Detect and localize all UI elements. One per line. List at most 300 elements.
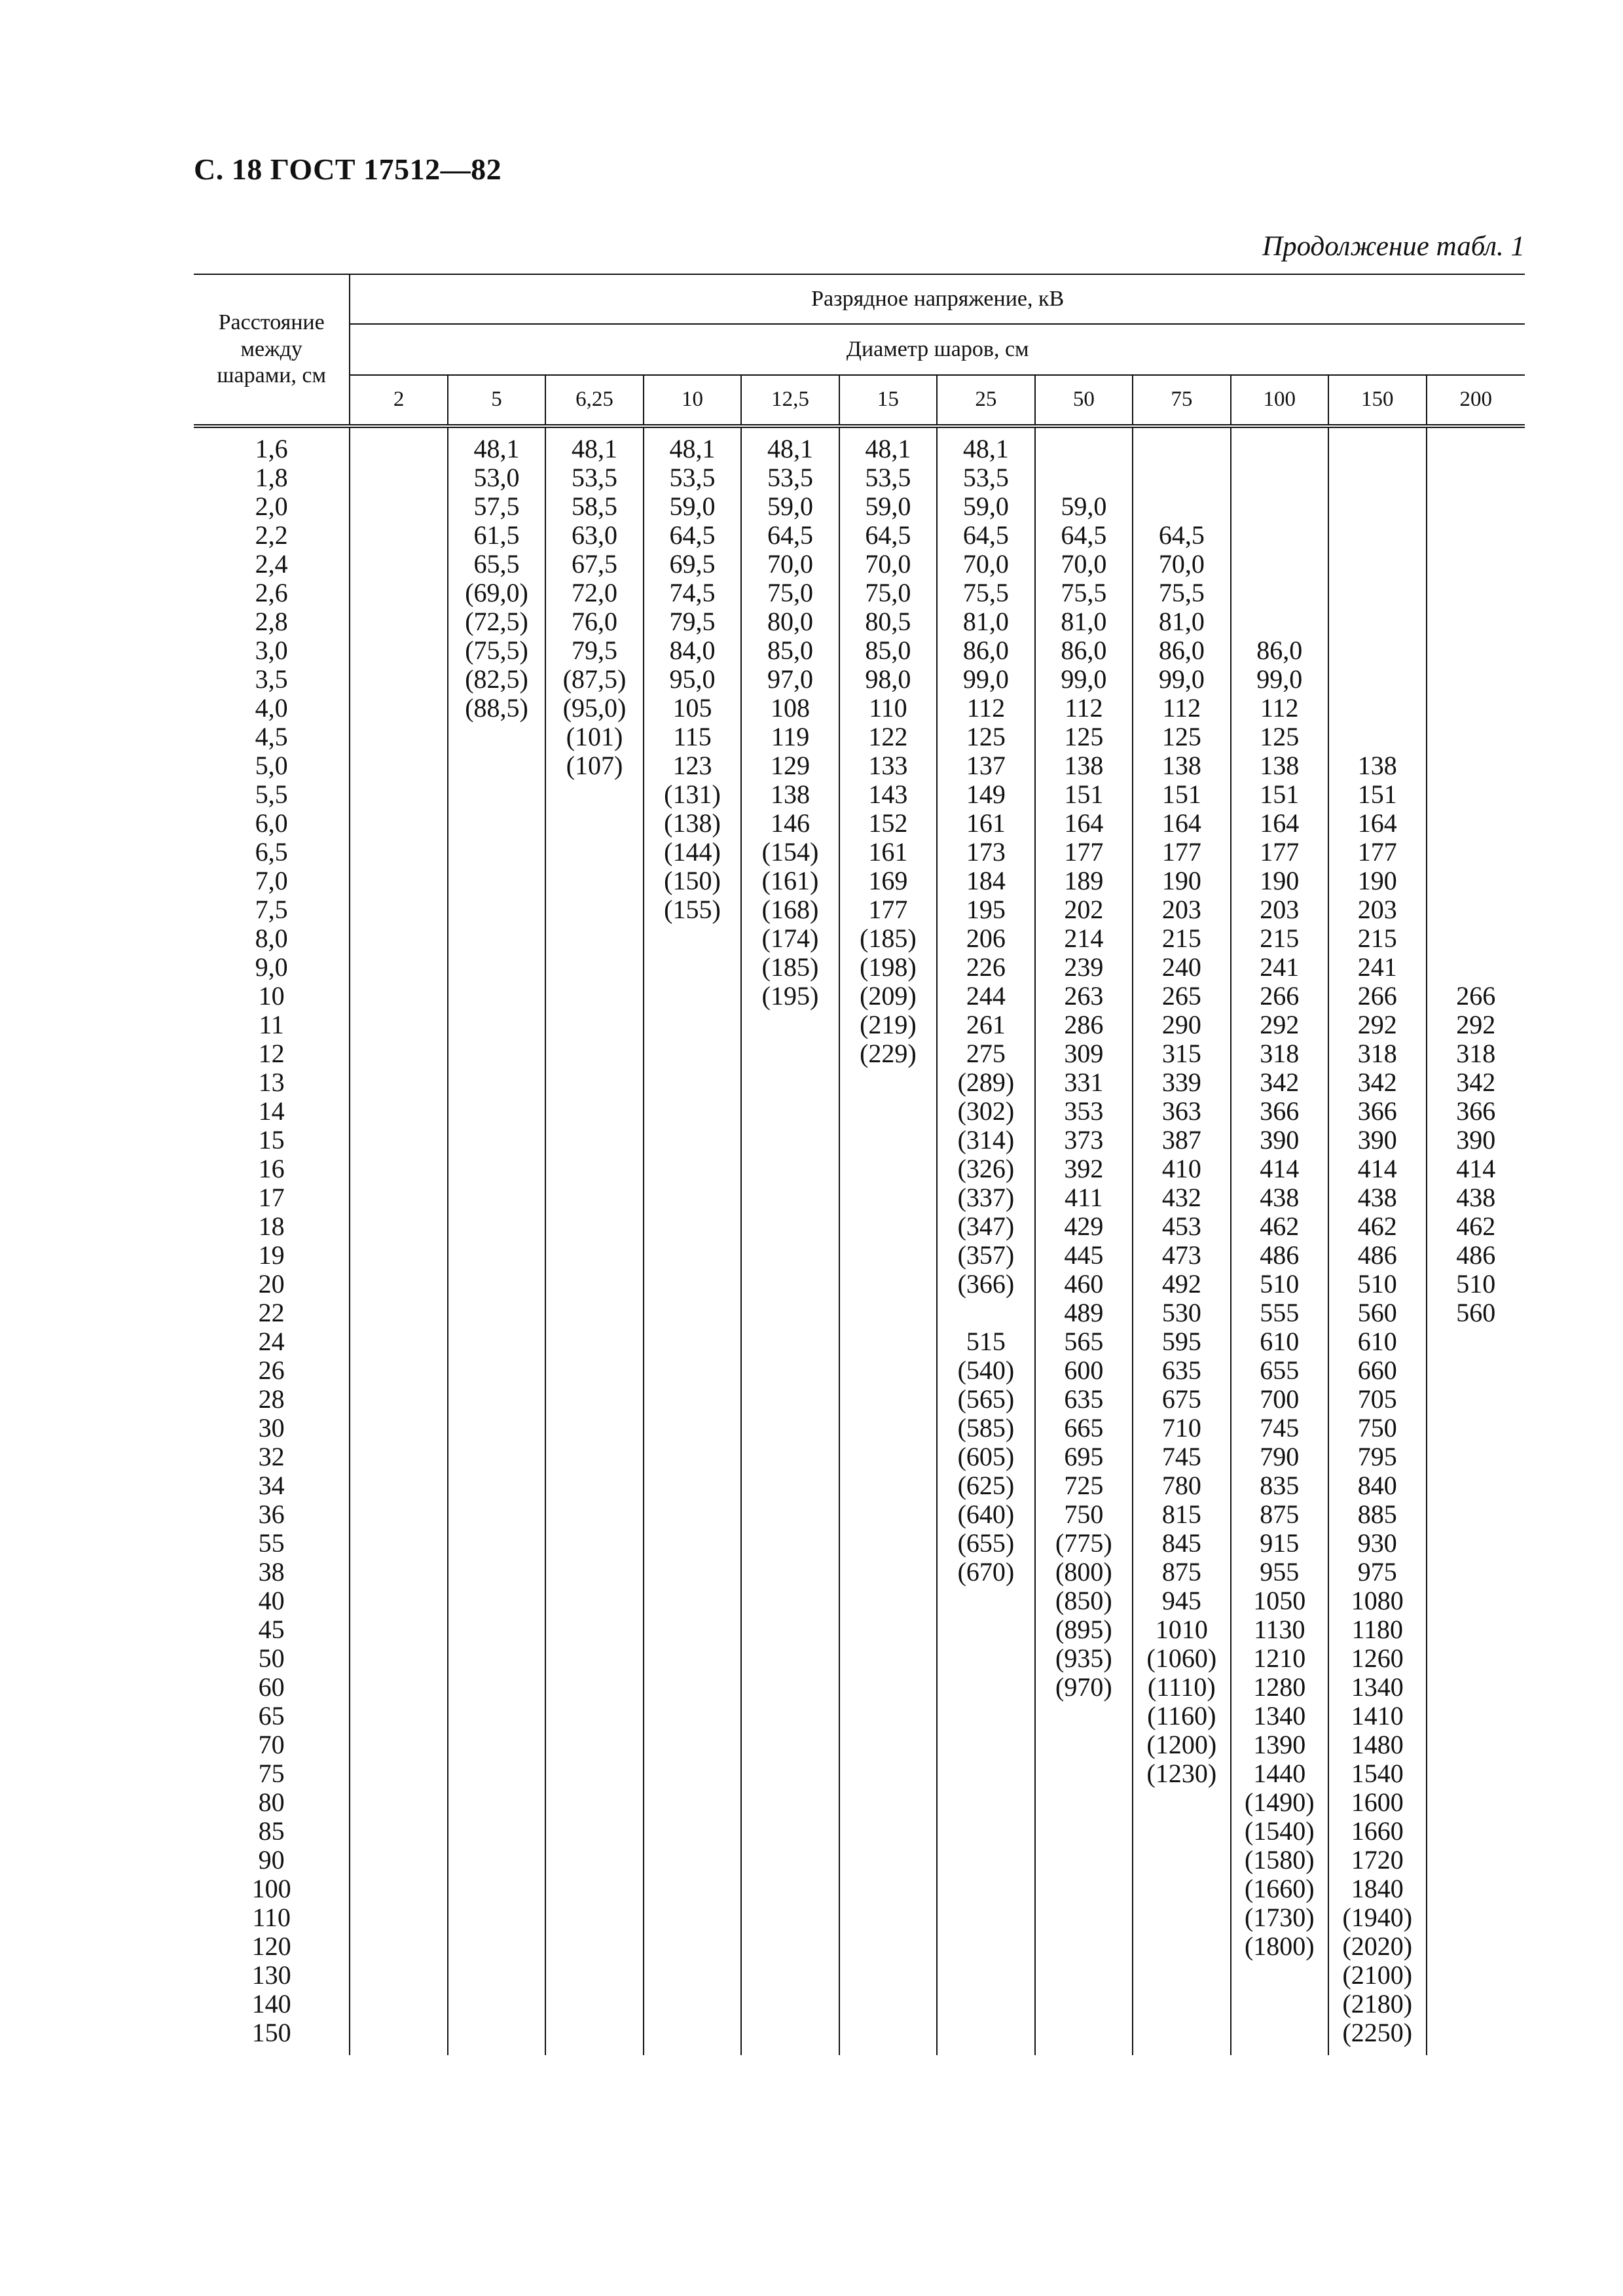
distance-value: 55 [258, 1528, 285, 1558]
voltage-value [840, 1673, 936, 1702]
column-header: 200 [1427, 375, 1525, 426]
distance-value: 75 [258, 1759, 285, 1788]
voltage-value: 560 [1456, 1298, 1496, 1327]
voltage-value: 1260 [1351, 1643, 1404, 1673]
voltage-value [448, 1241, 545, 1270]
voltage-value [840, 1241, 936, 1270]
voltage-value [644, 1874, 740, 1903]
voltage-value: 177 [1161, 837, 1201, 867]
voltage-value [840, 1385, 936, 1414]
distance-value: 120 [251, 1931, 291, 1961]
voltage-value: 414 [1456, 1154, 1496, 1183]
distance-value: 19 [258, 1240, 285, 1270]
voltage-value: 173 [966, 837, 1006, 867]
voltage-value: 138 [1357, 751, 1397, 780]
voltage-value: 137 [966, 751, 1006, 780]
voltage-value [1231, 1961, 1328, 1990]
voltage-value [742, 2018, 838, 2047]
voltage-value: 695 [1064, 1442, 1104, 1471]
column-header: 15 [839, 375, 937, 426]
voltage-value: 99,0 [1061, 664, 1107, 694]
voltage-value [448, 1414, 545, 1443]
voltage-value [742, 1097, 838, 1126]
voltage-value: (625) [957, 1471, 1015, 1500]
column-header: 100 [1231, 375, 1328, 426]
voltage-value [644, 953, 740, 982]
voltage-value [448, 1500, 545, 1529]
voltage-value [840, 1817, 936, 1846]
voltage-value: 64,5 [767, 520, 813, 550]
voltage-value [1133, 1788, 1230, 1817]
voltage-value [350, 1443, 447, 1471]
voltage-value [742, 1039, 838, 1068]
voltage-value: 75,5 [1061, 578, 1107, 607]
voltage-value: (2250) [1342, 2018, 1413, 2047]
distance-value: 22 [258, 1298, 285, 1327]
voltage-value: 486 [1456, 1240, 1496, 1270]
cell-d-2 [350, 426, 447, 2055]
voltage-value [546, 895, 642, 924]
voltage-value [1427, 1817, 1525, 1846]
voltage-value [350, 1587, 447, 1615]
voltage-value: 745 [1161, 1442, 1201, 1471]
voltage-value [1329, 579, 1425, 607]
voltage-value: 392 [1064, 1154, 1104, 1183]
voltage-value [546, 1241, 642, 1270]
distance-value: 18 [258, 1211, 285, 1241]
voltage-value: 342 [1260, 1067, 1300, 1097]
voltage-value [1427, 607, 1525, 636]
voltage-value [448, 1299, 545, 1327]
voltage-value [840, 1558, 936, 1587]
voltage-value [644, 982, 740, 1011]
voltage-value: 815 [1161, 1499, 1201, 1529]
voltage-value [840, 1356, 936, 1385]
voltage-value: 86,0 [962, 636, 1009, 665]
voltage-value [546, 780, 642, 809]
voltage-value: 99,0 [1158, 664, 1205, 694]
voltage-value: 411 [1065, 1183, 1103, 1212]
voltage-value: 930 [1357, 1528, 1397, 1558]
voltage-value [644, 1183, 740, 1212]
voltage-value: 261 [966, 1010, 1006, 1039]
voltage-value: (87,5) [562, 664, 627, 694]
voltage-value: (174) [761, 924, 819, 953]
voltage-value [448, 1443, 545, 1471]
cell-d-15 [839, 426, 937, 2055]
voltage-value [546, 1702, 642, 1731]
voltage-value: 462 [1357, 1211, 1397, 1241]
voltage-value: 105 [672, 693, 712, 723]
voltage-value: 119 [771, 722, 810, 751]
voltage-value [350, 636, 447, 665]
voltage-value [546, 1270, 642, 1299]
voltage-value [644, 1270, 740, 1299]
voltage-value: (540) [957, 1355, 1015, 1385]
voltage-value: 600 [1064, 1355, 1104, 1385]
voltage-value: 190 [1357, 866, 1397, 895]
voltage-value [1427, 1356, 1525, 1385]
distance-value: 7,5 [255, 895, 288, 924]
cell-d-75 [1133, 426, 1230, 2055]
voltage-value [840, 1212, 936, 1241]
voltage-value [350, 1155, 447, 1183]
voltage-value [840, 1759, 936, 1788]
row-header: Расстояние между шарами, см [194, 274, 350, 426]
distance-value: 16 [258, 1154, 285, 1183]
cell-d-12-5 [741, 426, 839, 2055]
voltage-value: 184 [966, 866, 1006, 895]
voltage-value [546, 1097, 642, 1126]
voltage-value [1427, 1731, 1525, 1759]
voltage-value: 53,5 [669, 463, 716, 492]
voltage-value: 610 [1357, 1327, 1397, 1356]
voltage-value: 64,5 [1061, 520, 1107, 550]
voltage-value [1427, 1385, 1525, 1414]
voltage-value [742, 1500, 838, 1529]
voltage-value: 53,5 [767, 463, 813, 492]
voltage-value [644, 1356, 740, 1385]
cell-d-150 [1328, 426, 1426, 2055]
voltage-value: (800) [1055, 1557, 1112, 1587]
voltage-value: 133 [868, 751, 908, 780]
voltage-value [840, 1903, 936, 1932]
voltage-value [1427, 1644, 1525, 1673]
voltage-value: 75,0 [865, 578, 911, 607]
voltage-value [350, 1500, 447, 1529]
voltage-value [1231, 607, 1328, 636]
voltage-value: 70,0 [1158, 549, 1205, 579]
voltage-value [742, 1212, 838, 1241]
voltage-value: 177 [1357, 837, 1397, 867]
voltage-value: 1600 [1351, 1787, 1404, 1817]
voltage-value: 266 [1357, 981, 1397, 1011]
voltage-value: 64,5 [1158, 520, 1205, 550]
distance-value: 10 [258, 981, 285, 1011]
distance-value: 38 [258, 1557, 285, 1587]
voltage-value: 65,5 [473, 549, 520, 579]
voltage-value [644, 1155, 740, 1183]
voltage-value: 85,0 [767, 636, 813, 665]
voltage-value: (1230) [1146, 1759, 1217, 1788]
voltage-value [1231, 463, 1328, 492]
voltage-value [1427, 579, 1525, 607]
voltage-value: 125 [1161, 722, 1201, 751]
voltage-value [350, 1126, 447, 1155]
voltage-value [350, 521, 447, 550]
voltage-value [546, 924, 642, 953]
voltage-value: 292 [1456, 1010, 1496, 1039]
voltage-value: 1660 [1351, 1816, 1404, 1846]
voltage-value [350, 607, 447, 636]
voltage-value [1231, 492, 1328, 521]
voltage-value: 86,0 [1061, 636, 1107, 665]
voltage-value: 75,0 [767, 578, 813, 607]
voltage-value [1427, 463, 1525, 492]
voltage-value [644, 1932, 740, 1961]
voltage-value: 226 [966, 952, 1006, 982]
voltage-value [1427, 1587, 1525, 1615]
page-header: С. 18 ГОСТ 17512—82 [194, 152, 502, 186]
voltage-value [1036, 1961, 1132, 1990]
distance-value: 8,0 [255, 924, 288, 953]
voltage-value: (69,0) [465, 578, 528, 607]
voltage-value: (347) [957, 1211, 1015, 1241]
voltage-value [840, 1874, 936, 1903]
voltage-value: 975 [1357, 1557, 1397, 1587]
voltage-value [1133, 1817, 1230, 1846]
voltage-value [448, 1817, 545, 1846]
voltage-value [350, 1385, 447, 1414]
distance-value: 15 [258, 1125, 285, 1155]
distance-value: 1,6 [255, 434, 288, 463]
voltage-value [350, 1673, 447, 1702]
voltage-value: (75,5) [465, 636, 528, 665]
voltage-value: (640) [957, 1499, 1015, 1529]
distance-value: 2,6 [255, 578, 288, 607]
distance-value: 4,0 [255, 693, 288, 723]
voltage-value [1036, 1788, 1132, 1817]
voltage-value: 750 [1357, 1413, 1397, 1443]
voltage-value [350, 1759, 447, 1788]
voltage-value [742, 1126, 838, 1155]
voltage-value: 655 [1260, 1355, 1300, 1385]
voltage-value [448, 1270, 545, 1299]
voltage-value: 780 [1161, 1471, 1201, 1500]
voltage-value: 169 [868, 866, 908, 895]
voltage-value: (1540) [1244, 1816, 1315, 1846]
distance-value: 13 [258, 1067, 285, 1097]
voltage-value: 138 [1161, 751, 1201, 780]
voltage-value: 57,5 [473, 492, 520, 521]
voltage-value: 945 [1161, 1586, 1201, 1615]
voltage-value: (155) [664, 895, 721, 924]
voltage-value [742, 1558, 838, 1587]
voltage-value [448, 1385, 545, 1414]
distance-value: 45 [258, 1615, 285, 1644]
voltage-value: 366 [1260, 1096, 1300, 1126]
voltage-value: 1480 [1351, 1730, 1404, 1759]
voltage-value [1329, 665, 1425, 694]
voltage-value [1427, 809, 1525, 838]
voltage-value: (366) [957, 1269, 1015, 1299]
voltage-value: 705 [1357, 1384, 1397, 1414]
voltage-value [546, 1788, 642, 1817]
voltage-value [546, 1990, 642, 2018]
voltage-value [350, 1270, 447, 1299]
voltage-value [448, 1212, 545, 1241]
voltage-value: 125 [1260, 722, 1300, 751]
voltage-value [350, 1356, 447, 1385]
voltage-value [938, 1788, 1034, 1817]
voltage-value [448, 1097, 545, 1126]
voltage-value [350, 924, 447, 953]
voltage-value: 190 [1161, 866, 1201, 895]
voltage-value: 275 [966, 1039, 1006, 1068]
voltage-value: 69,5 [669, 549, 716, 579]
voltage-value [546, 1385, 642, 1414]
voltage-value [742, 1731, 838, 1759]
voltage-value: 48,1 [865, 434, 911, 463]
voltage-value [448, 780, 545, 809]
voltage-value [644, 1385, 740, 1414]
voltage-value: 61,5 [473, 520, 520, 550]
voltage-value [350, 1039, 447, 1068]
voltage-value: 115 [673, 722, 712, 751]
voltage-value: 486 [1260, 1240, 1300, 1270]
voltage-value: 453 [1161, 1211, 1201, 1241]
voltage-value [546, 1443, 642, 1471]
voltage-value: 164 [1064, 808, 1104, 838]
voltage-value [742, 1673, 838, 1702]
voltage-value: 70,0 [865, 549, 911, 579]
voltage-value [1036, 435, 1132, 463]
voltage-value: (161) [761, 866, 819, 895]
voltage-value [546, 1903, 642, 1932]
voltage-value: 112 [1162, 693, 1201, 723]
voltage-value: 750 [1064, 1499, 1104, 1529]
voltage-value [448, 1068, 545, 1097]
voltage-value [350, 1846, 447, 1874]
voltage-value [840, 1183, 936, 1212]
voltage-value [1231, 579, 1328, 607]
voltage-value [742, 1529, 838, 1558]
voltage-value [938, 1702, 1034, 1731]
voltage-value [1427, 1471, 1525, 1500]
voltage-value [1036, 1702, 1132, 1731]
voltage-value: 151 [1357, 780, 1397, 809]
cell-d-6-25 [545, 426, 643, 2055]
voltage-value: 309 [1064, 1039, 1104, 1068]
voltage-value [1231, 521, 1328, 550]
voltage-value: 75,5 [962, 578, 1009, 607]
voltage-value [350, 492, 447, 521]
distance-value: 12 [258, 1039, 285, 1068]
distance-value: 100 [251, 1874, 291, 1903]
voltage-value [742, 1068, 838, 1097]
voltage-value [546, 1731, 642, 1759]
voltage-value: 675 [1161, 1384, 1201, 1414]
voltage-value: 53,5 [572, 463, 618, 492]
voltage-value: 414 [1357, 1154, 1397, 1183]
voltage-value: 595 [1161, 1327, 1201, 1356]
voltage-value: 266 [1260, 981, 1300, 1011]
voltage-value [350, 579, 447, 607]
voltage-value [546, 1068, 642, 1097]
voltage-value: 1540 [1351, 1759, 1404, 1788]
voltage-value: 342 [1357, 1067, 1397, 1097]
voltage-value: 700 [1260, 1384, 1300, 1414]
voltage-value [644, 1644, 740, 1673]
voltage-value [546, 809, 642, 838]
voltage-value [1427, 694, 1525, 723]
voltage-value: 955 [1260, 1557, 1300, 1587]
voltage-value [546, 867, 642, 895]
voltage-value [1427, 1615, 1525, 1644]
voltage-value: (131) [664, 780, 721, 809]
voltage-value: (2100) [1342, 1960, 1413, 1990]
voltage-value [1036, 1846, 1132, 1874]
voltage-value: 239 [1064, 952, 1104, 982]
voltage-value [742, 1903, 838, 1932]
voltage-value [1036, 1759, 1132, 1788]
voltage-value: 515 [966, 1327, 1006, 1356]
voltage-value [350, 809, 447, 838]
voltage-value [1427, 1673, 1525, 1702]
voltage-value [742, 1471, 838, 1500]
voltage-value: 129 [770, 751, 810, 780]
voltage-value [938, 1587, 1034, 1615]
voltage-value: 387 [1161, 1125, 1201, 1155]
voltage-value [1329, 435, 1425, 463]
voltage-value [546, 1414, 642, 1443]
distance-value: 2,0 [255, 492, 288, 521]
voltage-value: (88,5) [465, 693, 528, 723]
voltage-value [546, 1846, 642, 1874]
voltage-value: 206 [966, 924, 1006, 953]
voltage-value: (185) [860, 924, 917, 953]
voltage-value: 530 [1161, 1298, 1201, 1327]
voltage-value: 241 [1357, 952, 1397, 982]
voltage-value [448, 1788, 545, 1817]
voltage-value [350, 982, 447, 1011]
distance-value: 2,4 [255, 549, 288, 579]
voltage-value: 59,0 [962, 492, 1009, 521]
voltage-value [1036, 1932, 1132, 1961]
voltage-value: 123 [672, 751, 712, 780]
voltage-value: 795 [1357, 1442, 1397, 1471]
voltage-value: 1720 [1351, 1845, 1404, 1874]
voltage-value: 635 [1161, 1355, 1201, 1385]
distance-value: 28 [258, 1384, 285, 1414]
voltage-value: 48,1 [473, 434, 520, 463]
voltage-value: 266 [1456, 981, 1496, 1011]
voltage-value [1329, 521, 1425, 550]
voltage-value: 75,5 [1158, 578, 1205, 607]
voltage-value: (1490) [1244, 1787, 1315, 1817]
voltage-value: (337) [957, 1183, 1015, 1212]
voltage-value: 438 [1357, 1183, 1397, 1212]
voltage-value: 164 [1161, 808, 1201, 838]
voltage-value [448, 1961, 545, 1990]
voltage-value [546, 1932, 642, 1961]
voltage-value: 164 [1357, 808, 1397, 838]
voltage-value [742, 1874, 838, 1903]
voltage-value [546, 1558, 642, 1587]
voltage-value: (219) [860, 1010, 917, 1039]
voltage-value: 152 [868, 808, 908, 838]
voltage-value [350, 895, 447, 924]
voltage-value [350, 723, 447, 751]
voltage-value [546, 1327, 642, 1356]
voltage-value [1427, 751, 1525, 780]
voltage-value: 1180 [1351, 1615, 1404, 1644]
voltage-value: 263 [1064, 981, 1104, 1011]
voltage-value [350, 1471, 447, 1500]
voltage-value [742, 1327, 838, 1356]
column-header: 150 [1328, 375, 1426, 426]
voltage-value: 84,0 [669, 636, 716, 665]
voltage-value [448, 1990, 545, 2018]
voltage-value: 215 [1260, 924, 1300, 953]
voltage-value [448, 1846, 545, 1874]
voltage-value [1427, 1903, 1525, 1932]
voltage-value [938, 1961, 1034, 1990]
voltage-value: (314) [957, 1125, 1015, 1155]
voltage-value: 97,0 [767, 664, 813, 694]
voltage-value: 138 [1064, 751, 1104, 780]
voltage-value [448, 1702, 545, 1731]
